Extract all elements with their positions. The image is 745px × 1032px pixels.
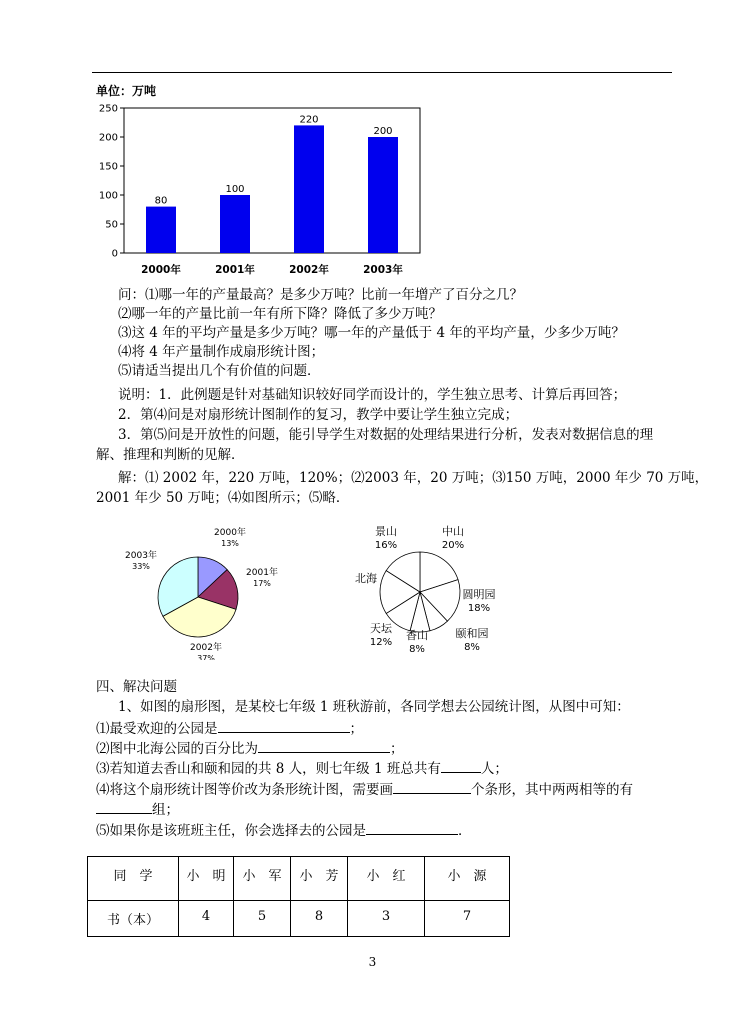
- slice-label: 圆明园: [462, 588, 496, 601]
- table-cell: 4: [179, 901, 234, 937]
- question-3: ⑶这 4 年的平均产量是多少万吨？哪一年的产量低于 4 年的平均产量，少多少万吨？: [118, 325, 625, 341]
- x-tick-label: 2001年: [215, 264, 255, 276]
- y-tick-label: 100: [98, 190, 118, 202]
- slice-label: 景山: [375, 525, 397, 538]
- table-header-row: [88, 857, 510, 901]
- subquestion-2: ⑵图中北海公园的百分比为 ；: [96, 738, 404, 759]
- note-1: 说明：1．此例题是针对基础知识较好同学而设计的，学生独立思考、计算后再回答；: [118, 387, 627, 403]
- slice-percent: 8%: [409, 644, 425, 655]
- y-tick-label: 50: [105, 219, 118, 231]
- y-tick-label: 200: [98, 132, 118, 144]
- header-rule: [92, 72, 672, 73]
- books-table: [87, 856, 510, 937]
- table-cell: 小 明: [179, 857, 234, 901]
- table-cell: 8: [291, 901, 348, 937]
- data-label: 220: [299, 114, 319, 126]
- slice-percent: 20%: [441, 540, 465, 551]
- note-2: 2．第⑷问是对扇形统计图制作的复习，教学中要让学生独立完成；: [118, 407, 519, 423]
- answer-blank[interactable]: [441, 758, 481, 773]
- table-cell: 7: [425, 901, 510, 937]
- problem-intro: 1、如图的扇形图，是某校七年级 1 班秋游前，各同学想去公园统计图，从图中可知：: [118, 699, 630, 715]
- slice-label: 2002年: [190, 643, 222, 653]
- table-cell: 小 芳: [291, 857, 348, 901]
- answer-blank[interactable]: [218, 718, 350, 733]
- unit-label: 单位：万吨: [96, 84, 157, 98]
- x-tick-label: 2002年: [289, 264, 329, 276]
- table-cell: 小 源: [425, 857, 510, 901]
- subquestion-3: ⑶若知道去香山和颐和园的共 8 人，则七年级 1 班总共有 人；: [96, 758, 508, 779]
- answer-blank[interactable]: [96, 799, 152, 814]
- y-tick-label: 0: [111, 248, 118, 260]
- data-label: 100: [225, 184, 245, 195]
- table-cell: 小 红: [348, 857, 425, 901]
- data-label: 80: [154, 195, 168, 207]
- answer-blank[interactable]: [258, 738, 390, 753]
- answer-blank[interactable]: [393, 779, 471, 794]
- slice-percent: 37%: [197, 654, 215, 660]
- bar: [220, 195, 250, 253]
- question-5: ⑸请适当提出几个有价值的问题．: [118, 363, 321, 379]
- park-pie-chart: [340, 520, 520, 660]
- table-row: [88, 901, 510, 937]
- slice-percent: 13%: [221, 539, 239, 548]
- slice-label: 2000年: [214, 528, 246, 538]
- table-cell: 5: [234, 901, 291, 937]
- x-tick-label: 2000年: [141, 264, 181, 276]
- subquestion-4: ⑷将这个扇形统计图等价改为条形统计图，需要画 个条形，其中两两相等的有: [96, 779, 633, 800]
- table-cell: 3: [348, 901, 425, 937]
- answer-blank[interactable]: [366, 820, 458, 835]
- data-label: 200: [373, 126, 393, 137]
- y-tick-label: 150: [98, 161, 118, 173]
- answer-line-2: 2001 年少 50 万吨；⑷如图所示；⑸略．: [96, 490, 350, 506]
- note-3-cont: 解、推理和判断的见解．: [96, 447, 245, 463]
- slice-percent: 17%: [253, 579, 271, 588]
- section-heading: 四、解决问题: [96, 679, 177, 695]
- subquestion-4-cont: 组；: [96, 799, 179, 820]
- slice-percent: 16%: [374, 540, 398, 551]
- table-cell: 小 军: [234, 857, 291, 901]
- slice-label: 香山: [406, 629, 428, 642]
- slice-label: 2003年: [125, 551, 157, 561]
- year-pie-chart: [110, 520, 290, 660]
- slice-label: 2001年: [246, 568, 278, 578]
- x-tick-label: 2003年: [363, 264, 403, 276]
- question-1: 问：⑴哪一年的产量最高？是多少万吨？比前一年增产了百分之几？: [118, 287, 523, 303]
- y-tick-label: 250: [98, 103, 118, 115]
- slice-label: 天坛: [370, 622, 392, 635]
- answer-line-1: 解：⑴ 2002 年，220 万吨，120%；⑵2003 年，20 万吨；⑶150 万吨，2000 年少 70 万吨，: [118, 470, 709, 486]
- slice-label: 中山: [442, 525, 464, 538]
- bar: [294, 125, 324, 253]
- slice-percent: 33%: [132, 562, 150, 571]
- question-2: ⑵哪一年的产量比前一年有所下降？降低了多少万吨？: [118, 306, 442, 322]
- subquestion-1: ⑴最受欢迎的公园是 ；: [96, 718, 363, 739]
- table-cell: 书（本）: [88, 901, 179, 937]
- page-number: 3: [368, 955, 377, 969]
- slice-label: 颐和园: [455, 627, 489, 640]
- question-4: ⑷将 4 年产量制作成扇形统计图；: [118, 344, 325, 360]
- note-3: 3．第⑸问是开放性的问题，能引导学生对数据的处理结果进行分析，发表对数据信息的理: [118, 427, 654, 443]
- bar: [368, 137, 398, 253]
- table-cell: 同 学: [88, 857, 179, 901]
- subquestion-5: ⑸如果你是该班班主任，你会选择去的公园是 ．: [96, 820, 472, 841]
- bar: [146, 207, 176, 253]
- slice-label: 北海: [355, 572, 377, 585]
- slice-percent: 18%: [467, 603, 491, 614]
- slice-percent: 8%: [464, 642, 480, 653]
- slice-percent: 12%: [369, 637, 393, 648]
- bar-chart: [90, 100, 430, 285]
